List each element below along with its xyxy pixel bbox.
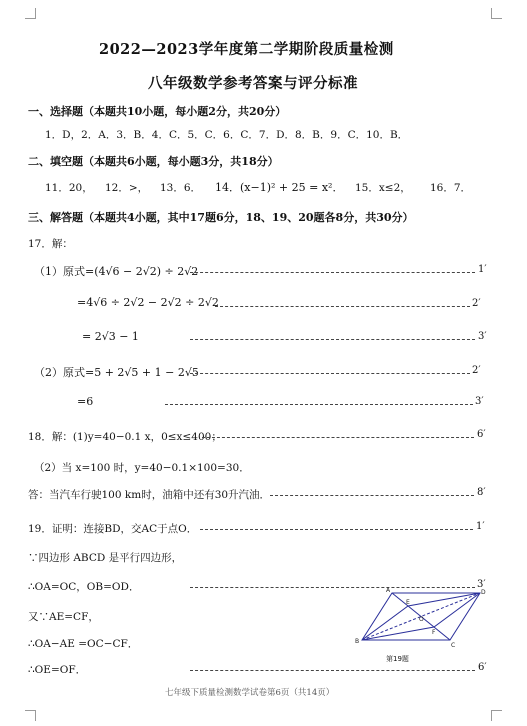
q17-line-5: =6 xyxy=(77,395,94,408)
section-heading-choice: 一、选择题（本题共10小题，每小题2分，共20分） xyxy=(28,105,287,118)
q19-line-5: ∴OA−AE =OC−CF． xyxy=(28,638,139,650)
document-subtitle: 八年级数学参考答案与评分标准 xyxy=(148,75,358,92)
crop-mark-top-left xyxy=(25,8,36,19)
score-leader xyxy=(190,373,470,374)
document-title: 2022—2023学年度第二学期阶段质量检测 xyxy=(99,41,394,58)
score-mark: 3′ xyxy=(477,579,486,590)
figure-label-o: O xyxy=(419,616,424,623)
q19-line-6: ∴OE=OF． xyxy=(28,664,87,676)
score-mark: 1′ xyxy=(476,521,485,532)
score-mark: 3′ xyxy=(478,331,487,342)
score-leader xyxy=(270,495,474,496)
q18-line-2: （2）当 x=100 时，y=40−0.1×100=30． xyxy=(34,462,250,474)
q17-line-4: （2）原式=5 + 2√5 + 1 − 2√5 xyxy=(34,366,199,379)
fill-answer-11: 11．20， xyxy=(45,182,93,194)
q19-line-3: ∴OA=OC，OB=OD． xyxy=(28,581,140,593)
q17-line-1: （1）原式=(4√6 − 2√2) ÷ 2√2 xyxy=(34,265,199,278)
page-footer: 七年级下质量检测数学试卷第6页（共14页） xyxy=(165,688,335,698)
fill-answer-16: 16．7． xyxy=(430,182,472,194)
figure-caption: 第19题 xyxy=(386,655,409,663)
score-mark: 8′ xyxy=(477,487,486,498)
score-mark: 6′ xyxy=(478,662,487,673)
q19-parallelogram-figure xyxy=(352,585,487,653)
figure-label-d: D xyxy=(481,589,486,596)
fill-answer-13: 13．6． xyxy=(160,182,202,194)
q17-label: 17．解： xyxy=(28,238,73,250)
score-mark: 3′ xyxy=(475,396,484,407)
figure-label-b: B xyxy=(355,638,360,645)
score-mark: 2′ xyxy=(472,298,481,309)
q19-line-1: 19．证明：连接BD，交AC于点O． xyxy=(28,523,198,535)
fill-answer-14: 14．(x−1)² + 25 = x²． xyxy=(215,181,344,194)
score-leader xyxy=(215,306,470,307)
q19-line-4: 又∵AE=CF， xyxy=(28,611,99,623)
figure-label-f: F xyxy=(432,629,436,636)
crop-mark-bottom-left xyxy=(25,710,36,721)
score-mark: 6′ xyxy=(477,429,486,440)
score-leader xyxy=(190,670,475,671)
score-leader xyxy=(190,339,475,340)
fill-answer-15: 15．x≤2， xyxy=(355,182,411,194)
q18-line-1: 18．解：(1)y=40−0.1 x，0≤x≤400； xyxy=(28,431,222,443)
figure-label-c: C xyxy=(451,642,456,649)
score-mark: 2′ xyxy=(472,365,481,376)
score-leader xyxy=(200,529,473,530)
figure-label-a: A xyxy=(386,587,391,594)
crop-mark-top-right xyxy=(491,8,502,19)
choice-answers: 1．D，2．A．3．B．4．C．5．C．6．C．7．D．8．B．9．C．10．B． xyxy=(45,129,409,141)
score-leader xyxy=(165,404,473,405)
q18-line-3: 答：当汽车行驶100 km时，油箱中还有30升汽油． xyxy=(28,489,271,501)
section-heading-fill-blank: 二、填空题（本题共6小题，每小题3分，共18分） xyxy=(28,155,279,168)
section-heading-solutions: 三、解答题（本题共4小题，其中17题6分，18、19、20题各8分，共30分） xyxy=(28,211,414,224)
score-mark: 1′ xyxy=(478,264,487,275)
fill-answer-12: 12．>， xyxy=(105,182,149,194)
q17-line-2: =4√6 ÷ 2√2 − 2√2 ÷ 2√2 xyxy=(77,296,219,309)
crop-mark-bottom-right xyxy=(491,710,502,721)
q19-line-2: ∵四边形 ABCD 是平行四边形， xyxy=(28,552,183,564)
figure-label-e: E xyxy=(406,599,410,606)
score-leader xyxy=(190,272,475,273)
score-leader xyxy=(202,437,474,438)
q17-line-3: = 2√3 − 1 xyxy=(82,330,139,343)
